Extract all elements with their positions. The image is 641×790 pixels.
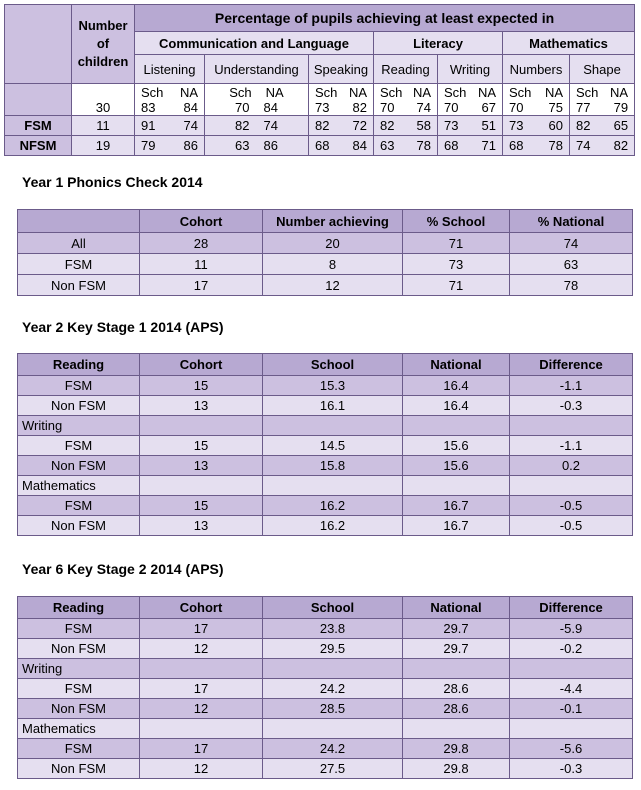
header-cell: National xyxy=(403,354,510,376)
pair-cell: 79 86 xyxy=(135,136,205,156)
pair-cell: 73 51 xyxy=(438,116,503,136)
overall-pair: Sch NA 70 75 xyxy=(503,84,570,116)
table-row xyxy=(18,275,633,296)
cell: -5.6 xyxy=(510,739,633,759)
cell: 16.7 xyxy=(403,496,510,516)
table-row xyxy=(18,376,633,396)
cell: 24.2 xyxy=(263,739,403,759)
cell: All xyxy=(18,233,140,254)
section-row xyxy=(18,719,633,739)
subject-header: Shape xyxy=(570,55,635,84)
cell: 29.8 xyxy=(403,739,510,759)
cell: 16.1 xyxy=(263,396,403,416)
phonics-title: Year 1 Phonics Check 2014 xyxy=(22,174,203,190)
cell: 16.7 xyxy=(403,516,510,536)
cell: 17 xyxy=(140,679,263,699)
main-header: Percentage of pupils achieving at least expected in xyxy=(135,5,635,32)
pair-cell: 63 86 xyxy=(205,136,309,156)
row-label: FSM xyxy=(5,116,72,136)
cell: 27.5 xyxy=(263,759,403,779)
pair-cell: 82 65 xyxy=(570,116,635,136)
cell: 15.3 xyxy=(263,376,403,396)
cell: -0.1 xyxy=(510,699,633,719)
cell: 28.6 xyxy=(403,699,510,719)
cell: 23.8 xyxy=(263,619,403,639)
cell: 28 xyxy=(140,233,263,254)
cell: 17 xyxy=(140,619,263,639)
overall-pair: Sch NA 70 74 xyxy=(374,84,438,116)
group-header: Literacy xyxy=(374,32,503,55)
table-row xyxy=(18,516,633,536)
group-header: Communication and Language xyxy=(135,32,374,55)
table-row xyxy=(18,679,633,699)
cell: 15 xyxy=(140,496,263,516)
cell: 13 xyxy=(140,516,263,536)
group-header: Mathematics xyxy=(503,32,635,55)
pair-cell: 68 84 xyxy=(309,136,374,156)
cell: Non FSM xyxy=(18,456,140,476)
cell: 28.6 xyxy=(403,679,510,699)
cell: -5.9 xyxy=(510,619,633,639)
header-cell: School xyxy=(263,354,403,376)
cell: FSM xyxy=(18,679,140,699)
eyfs-table xyxy=(4,4,635,156)
pair-cell: 74 82 xyxy=(570,136,635,156)
subject-header: Writing xyxy=(438,55,503,84)
overall-pair: Sch NA 83 84 xyxy=(135,84,205,116)
row-label: NFSM xyxy=(5,136,72,156)
cell: -0.3 xyxy=(510,396,633,416)
cell: 17 xyxy=(140,739,263,759)
cell: FSM xyxy=(18,436,140,456)
children-count: 11 xyxy=(72,116,135,136)
table-row xyxy=(18,619,633,639)
header-cell: Cohort xyxy=(140,210,263,233)
cell: 12 xyxy=(140,699,263,719)
cell: 15.6 xyxy=(403,456,510,476)
header-cell xyxy=(18,210,140,233)
subject-header: Speaking xyxy=(309,55,374,84)
header-cell: Cohort xyxy=(140,354,263,376)
section-row xyxy=(18,476,633,496)
cell: 17 xyxy=(140,275,263,296)
cell: 29.5 xyxy=(263,639,403,659)
pair-cell: 68 71 xyxy=(438,136,503,156)
pair-cell: 82 72 xyxy=(309,116,374,136)
overall-row xyxy=(5,84,635,116)
cell: Non FSM xyxy=(18,699,140,719)
table-row xyxy=(18,396,633,416)
ks2-table xyxy=(17,596,633,779)
children-count: 19 xyxy=(72,136,135,156)
cell: FSM xyxy=(18,739,140,759)
cell: 16.4 xyxy=(403,376,510,396)
number-of-children-header: Number of children xyxy=(72,5,135,84)
cell: 74 xyxy=(510,233,633,254)
table-row xyxy=(18,759,633,779)
header-cell: National xyxy=(403,597,510,619)
cell: Non FSM xyxy=(18,396,140,416)
section-row xyxy=(18,659,633,679)
header-cell: Reading xyxy=(18,354,140,376)
header-cell: Reading xyxy=(18,597,140,619)
header-cell: Cohort xyxy=(140,597,263,619)
cell: 15 xyxy=(140,436,263,456)
cell: -0.2 xyxy=(510,639,633,659)
cell: Non FSM xyxy=(18,275,140,296)
header-cell: School xyxy=(263,597,403,619)
cell: 12 xyxy=(140,639,263,659)
cell: -0.5 xyxy=(510,516,633,536)
cell: 29.8 xyxy=(403,759,510,779)
cell: FSM xyxy=(18,376,140,396)
section-label: Writing xyxy=(18,659,140,679)
cell: 16.2 xyxy=(263,516,403,536)
section-label: Writing xyxy=(18,416,140,436)
pair-cell: 68 78 xyxy=(503,136,570,156)
cell: -4.4 xyxy=(510,679,633,699)
cell: 13 xyxy=(140,396,263,416)
pair-cell: 63 78 xyxy=(374,136,438,156)
cell: Non FSM xyxy=(18,639,140,659)
cell: 16.2 xyxy=(263,496,403,516)
pair-cell: 73 60 xyxy=(503,116,570,136)
pair-cell: 91 74 xyxy=(135,116,205,136)
overall-children: 30 xyxy=(72,84,135,116)
cell: 14.5 xyxy=(263,436,403,456)
fsm-row xyxy=(5,116,635,136)
cell: 8 xyxy=(263,254,403,275)
overall-pair: Sch NA 70 84 xyxy=(205,84,309,116)
cell: 78 xyxy=(510,275,633,296)
cell: 63 xyxy=(510,254,633,275)
header-cell: Number achieving xyxy=(263,210,403,233)
overall-pair: Sch NA 77 79 xyxy=(570,84,635,116)
cell: FSM xyxy=(18,254,140,275)
cell: 29.7 xyxy=(403,619,510,639)
header-cell: % School xyxy=(403,210,510,233)
subject-header: Listening xyxy=(135,55,205,84)
overall-label-cell xyxy=(5,84,72,116)
cell: Non FSM xyxy=(18,516,140,536)
cell: FSM xyxy=(18,619,140,639)
section-row xyxy=(18,416,633,436)
table-row xyxy=(18,739,633,759)
cell: 12 xyxy=(263,275,403,296)
table-row xyxy=(18,456,633,476)
pair-cell: 82 58 xyxy=(374,116,438,136)
table-row xyxy=(18,699,633,719)
cell: -1.1 xyxy=(510,376,633,396)
table-row xyxy=(18,496,633,516)
cell: 71 xyxy=(403,275,510,296)
cell: 12 xyxy=(140,759,263,779)
subject-header: Understanding xyxy=(205,55,309,84)
header-cell: Difference xyxy=(510,354,633,376)
cell: 15 xyxy=(140,376,263,396)
corner-cell xyxy=(5,5,72,84)
cell: -0.5 xyxy=(510,496,633,516)
cell: 11 xyxy=(140,254,263,275)
cell: -1.1 xyxy=(510,436,633,456)
header-cell: % National xyxy=(510,210,633,233)
table-row xyxy=(18,233,633,254)
cell: 0.2 xyxy=(510,456,633,476)
subject-header: Numbers xyxy=(503,55,570,84)
cell: 15.8 xyxy=(263,456,403,476)
header-cell: Difference xyxy=(510,597,633,619)
phonics-table xyxy=(17,209,633,296)
cell: 73 xyxy=(403,254,510,275)
cell: 13 xyxy=(140,456,263,476)
ks1-table xyxy=(17,353,633,536)
table-row xyxy=(18,436,633,456)
nfsm-row xyxy=(5,136,635,156)
cell: 24.2 xyxy=(263,679,403,699)
ks2-title: Year 6 Key Stage 2 2014 (APS) xyxy=(22,561,224,577)
cell: 20 xyxy=(263,233,403,254)
overall-pair: Sch NA 73 82 xyxy=(309,84,374,116)
pair-cell: 82 74 xyxy=(205,116,309,136)
subject-header: Reading xyxy=(374,55,438,84)
cell: 16.4 xyxy=(403,396,510,416)
table-row xyxy=(18,639,633,659)
cell: FSM xyxy=(18,496,140,516)
cell: -0.3 xyxy=(510,759,633,779)
overall-pair: Sch NA 70 67 xyxy=(438,84,503,116)
section-label: Mathematics xyxy=(18,719,140,739)
ks1-title: Year 2 Key Stage 1 2014 (APS) xyxy=(22,319,224,335)
cell: Non FSM xyxy=(18,759,140,779)
table-row xyxy=(18,254,633,275)
cell: 28.5 xyxy=(263,699,403,719)
cell: 29.7 xyxy=(403,639,510,659)
section-label: Mathematics xyxy=(18,476,140,496)
cell: 15.6 xyxy=(403,436,510,456)
cell: 71 xyxy=(403,233,510,254)
